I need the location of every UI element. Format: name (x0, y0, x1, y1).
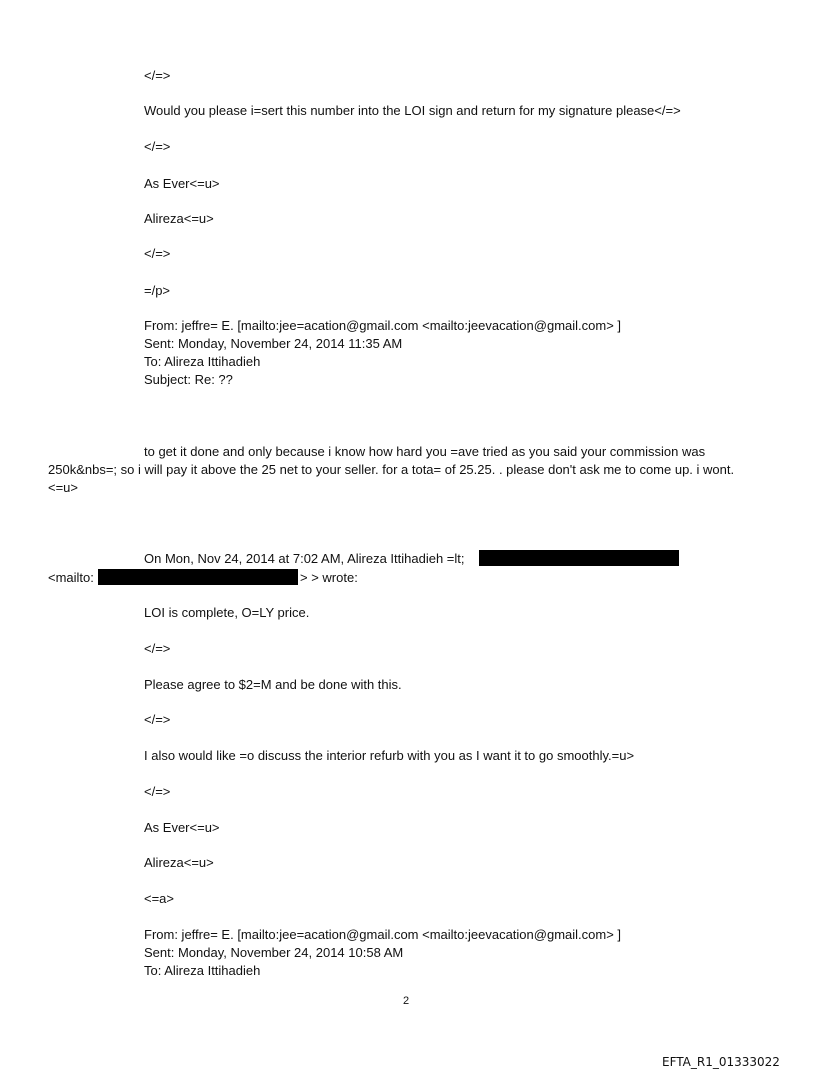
page-number: 2 (403, 995, 410, 1007)
body-line: </=> (144, 139, 171, 154)
body-line: Would you please i=sert this number into the LOI sign and return for my signature please</=> (144, 103, 681, 118)
body-line: LOI is complete, O=LY price. (144, 605, 310, 620)
body-line: As Ever<=u> (144, 820, 220, 835)
header-from: From: jeffre= E. [mailto:jee=acation@gmail.com <mailto:jeevacation@gmail.com> ] (144, 318, 622, 333)
body-line: </=> (144, 68, 171, 83)
header-subject: Subject: Re: ?? (144, 372, 233, 387)
quote-header-wrote: > > wrote: (300, 570, 358, 585)
reply-text: to get it done and only because i know how hard you =ave tried as you said your commission was 250k&nbs=; so i will pay it above the 25 net to your seller. for a tota= of 25.25. . please don't ask me to come up. i wont.<=u> (48, 444, 735, 495)
header-from: From: jeffre= E. [mailto:jee=acation@gmail.com <mailto:jeevacation@gmail.com> ] (144, 927, 622, 942)
body-line: </=> (144, 246, 171, 261)
body-line: </=> (144, 712, 171, 727)
body-line: =/p> (144, 283, 171, 298)
header-sent: Sent: Monday, November 24, 2014 11:35 AM (144, 336, 403, 351)
body-line: Alireza<=u> (144, 211, 214, 226)
body-line: Alireza<=u> (144, 855, 214, 870)
body-line: <=a> (144, 891, 175, 906)
body-line: </=> (144, 784, 171, 799)
body-line: As Ever<=u> (144, 176, 220, 191)
footer-document-id: EFTA_R1_01333022 (662, 1055, 780, 1069)
reply-paragraph (48, 443, 748, 497)
header-to: To: Alireza Ittihadieh (144, 354, 261, 369)
header-to: To: Alireza Ittihadieh (144, 963, 261, 978)
redaction-bar (479, 550, 679, 566)
body-line: Please agree to $2=M and be done with this. (144, 677, 402, 692)
body-line: </=> (144, 641, 171, 656)
quote-header-line: On Mon, Nov 24, 2014 at 7:02 AM, Alireza Ittihadieh =lt; (144, 551, 465, 566)
header-sent: Sent: Monday, November 24, 2014 10:58 AM (144, 945, 404, 960)
quote-header-mailto: <mailto: (48, 570, 94, 585)
body-line: I also would like =o discuss the interior refurb with you as I want it to go smoothly.=u> (144, 748, 635, 763)
redaction-bar (98, 569, 298, 585)
